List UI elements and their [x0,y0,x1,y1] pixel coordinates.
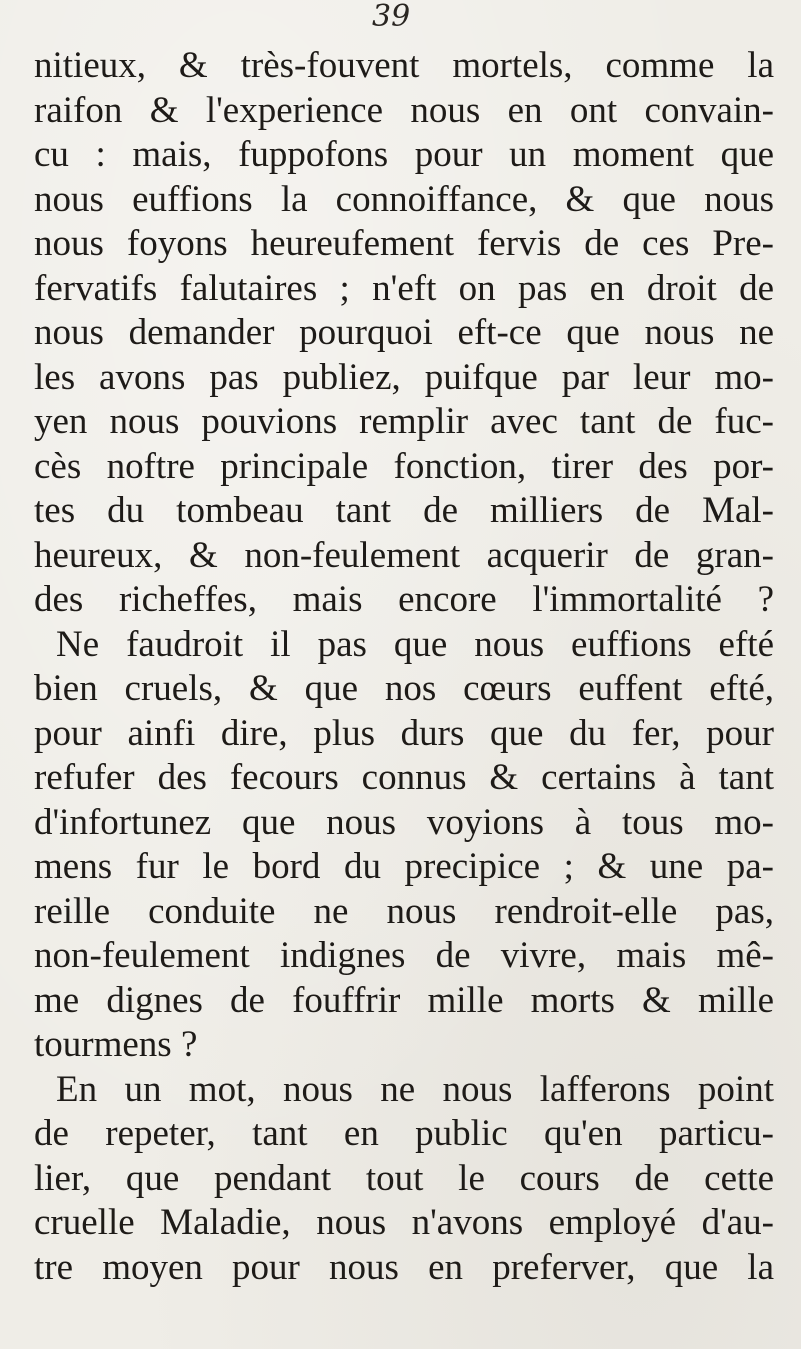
text-line-25: de repeter, tant en public qu'en particu- [34,1113,774,1154]
text-line-23: tourmens ? [34,1024,198,1065]
text-line-11: tes du tombeau tant de milliers de Mal- [34,490,774,531]
text-line-4: nous euffions la connoiffance, & que nous [34,178,774,220]
text-line-3: cu : mais, fuppofons pour un moment que [34,134,774,175]
page-number: 39 [372,0,411,34]
text-line-14: Ne faudroit il pas que nous euffions efté [56,623,774,665]
body-text [34,44,774,1290]
text-line-19: mens fur le bord du precipice ; & une pa- [34,846,774,887]
text-line-27: cruelle Maladie, nous n'avons employé d'au- [34,1202,774,1243]
text-line-10: cès noftre principale fonction, tirer des por- [34,445,774,487]
text-line-24: En un mot, nous ne nous lafferons point [56,1068,774,1110]
text-line-28: tre moyen pour nous en preferver, que la [34,1246,774,1288]
text-line-5: nous foyons heureufement fervis de ces Pre- [34,223,774,264]
text-line-8: les avons pas publiez, puifque par leur mo- [34,356,774,398]
text-line-2: raifon & l'experience nous en ont convain- [34,89,774,131]
text-line-17: refufer des fecours connus & certains à tant [34,757,774,798]
text-line-16: pour ainfi dire, plus durs que du fer, pour [34,712,774,754]
text-line-21: non-feulement indignes de vivre, mais mê- [34,935,774,976]
text-line-18: d'infortunez que nous voyions à tous mo- [34,801,774,843]
text-line-1: nitieux, & très-fouvent mortels, comme la [34,45,774,86]
text-line-9: yen nous pouvions remplir avec tant de fuc- [34,401,774,442]
text-line-12: heureux, & non-feulement acquerir de gran- [34,534,774,576]
text-line-20: reille conduite ne nous rendroit-elle pas, [34,890,774,932]
text-line-7: nous demander pourquoi eft-ce que nous ne [34,312,774,353]
text-line-22: me dignes de fouffrir mille morts & mille [34,979,774,1021]
text-line-15: bien cruels, & que nos cœurs euffent efté, [34,668,774,709]
text-line-6: fervatifs falutaires ; n'eft on pas en droit de [34,267,774,309]
text-line-13: des richeffes, mais encore l'immortalité ? [34,579,774,620]
text-line-26: lier, que pendant tout le cours de cette [34,1157,774,1199]
